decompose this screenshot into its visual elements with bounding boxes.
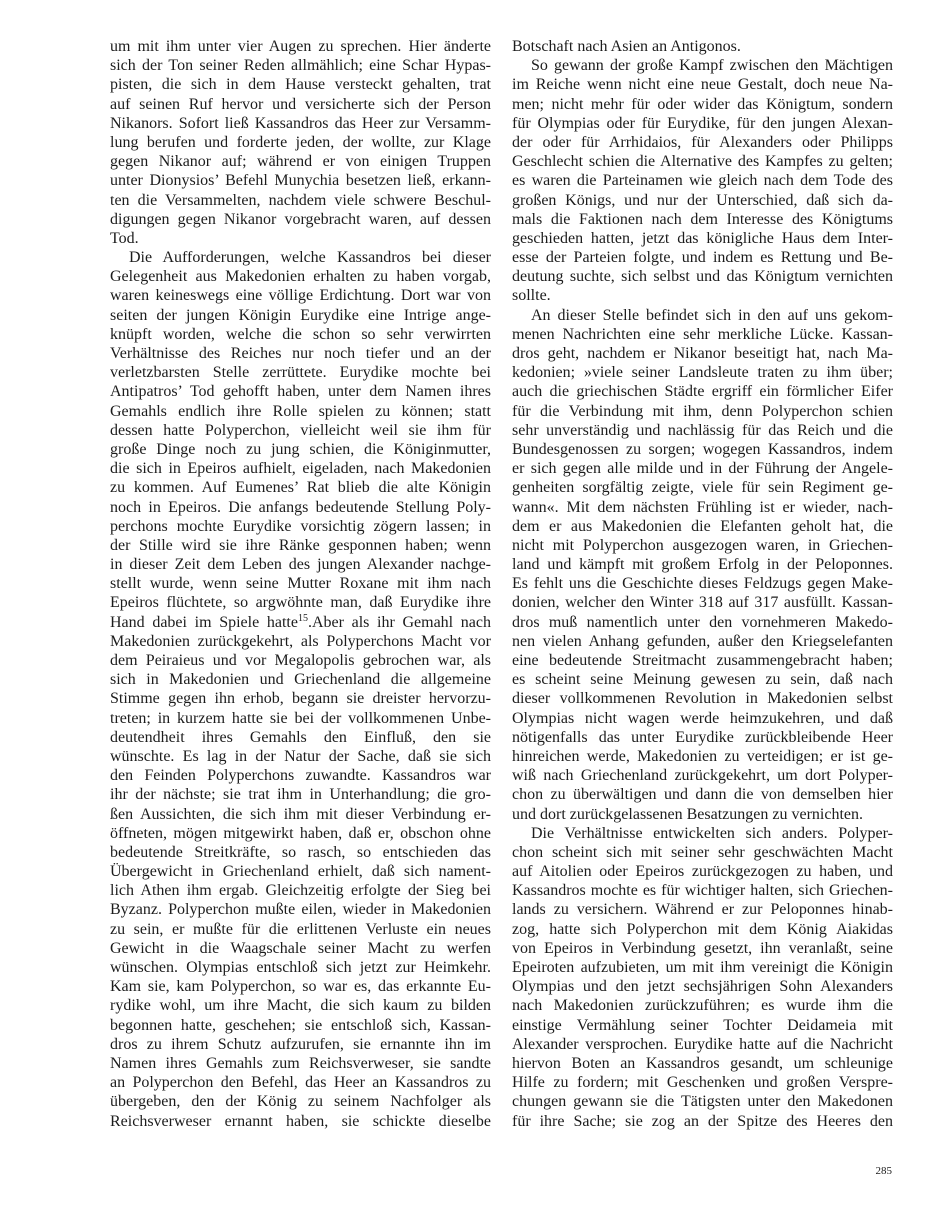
text-line: dros muß namentlich unter den vornehmeren Makedo- — [512, 613, 893, 631]
text-line: auf Aitolien oder Epeiros zurückgezogen zu haben, und — [512, 863, 893, 881]
paragraph — [512, 306, 893, 824]
text-line: ihr der nächste; sie trat ihm in Unterhandlung; die gro- — [110, 786, 491, 804]
text-line: verletzbarsten Stelle zerrüttete. Eurydike mochte bei — [110, 364, 491, 382]
page-number: 285 — [875, 1165, 892, 1177]
text-line: ten die Versammelten, nachdem viele schwere Beschul- — [110, 191, 491, 209]
text-line: Kassandros mochte es für wichtiger halten, sich Griechen- — [512, 882, 893, 900]
text-line: zog, hatte sich Polyperchon mit dem König Aiakidas — [512, 920, 893, 938]
text-line: Reichsverweser ernannt haben, sie schickte dieselbe — [110, 1112, 491, 1130]
text-line: die sich in Epeiros aufhielt, eigeladen, nach Makedonien — [110, 460, 491, 478]
text-line: nötigenfalls das unter Eurydike zurückbleibende Heer — [512, 728, 893, 746]
text-line: zu sein, er mußte für die erlittenen Verluste ein neues — [110, 920, 491, 938]
text-line: ßen Aussichten, die sich ihm mit dieser Verbindung er- — [110, 805, 491, 823]
text-line: Tod. — [110, 229, 139, 247]
text-line: noch in Epeiros. Die anfangs bedeutende Stellung Poly- — [110, 498, 491, 516]
text-line: öffneten, mögen mitgewirkt haben, daß er, obschon ohne — [110, 824, 491, 842]
left-column — [110, 37, 491, 1131]
text-line: und dort zurückgelassenen Besatzungen zu vernichten. — [512, 805, 863, 823]
line-text: Hand dabei im Spiele hatte — [110, 613, 298, 631]
footnote-reference: 15 — [297, 612, 308, 624]
text-line: im Reiche wenn nicht eine neue Gestalt, doch neue Na- — [512, 76, 893, 94]
text-line: dem er aus Makedonien die Elefanten geholt hat, die — [512, 517, 893, 535]
text-line: knüpft worden, welche die schon so sehr verwirrten — [110, 325, 491, 343]
text-line: hiervon Boten an Kassandros gesandt, um schleunige — [512, 1054, 893, 1072]
text-line: dros geht, nachdem er Nikanor beseitigt hat, nach Ma- — [512, 345, 893, 362]
text-line: digungen gegen Nikanor vorgebracht waren, auf dessen — [110, 210, 491, 228]
text-line: für ihre Sache; sie zog an der Spitze des Heeres den — [512, 1112, 893, 1130]
text-line: rydike wohl, um ihre Macht, die sich kaum zu bilden — [110, 997, 491, 1015]
text-line: Es fehlt uns die Geschichte dieses Feldzugs gegen Make- — [512, 575, 893, 593]
text-line: Übergewicht in Griechenland erhielt, daß sich nament- — [110, 863, 491, 881]
text-line: gegen Nikanor auf; während er von einigen Truppen — [110, 153, 491, 171]
text-line: es waren die Parteinamen wie gleich nach dem Tode des — [512, 172, 893, 190]
text-line: donien, welcher den Winter 318 auf 317 ausfüllt. Kassan- — [512, 594, 893, 612]
text-line: wünschte. Es lag in der Natur der Sache, daß sie sich — [110, 747, 491, 765]
text-line: Stimme gegen ihn erhob, begann sie dreister hervorzu- — [110, 690, 491, 708]
text-line: chungen gewann sie die Tätigsten unter den Makedonen — [512, 1093, 893, 1111]
text-line: esse der Parteien folgte, und indem es Rettung und Be- — [512, 249, 893, 267]
text-line: Die Verhältnisse entwickelten sich anders. Polyper- — [531, 824, 893, 842]
text-line: Olympias und den jetzt sechsjährigen Sohn Alexanders — [512, 978, 893, 996]
paragraph — [512, 56, 893, 305]
text-line: große Dinge noch zu jung schien, die Königinmutter, — [110, 440, 491, 458]
text-line: Botschaft nach Asien an Antigonos. — [512, 38, 741, 55]
text-line — [110, 613, 491, 632]
text-line: treten; in kurzem hatte sie bei der vollkommenen Unbe- — [110, 709, 491, 727]
text-line: Hilfe zu fordern; mit Geschenken und großen Verspre- — [512, 1074, 893, 1092]
text-line: für die Verbindung mit ihm, denn Polyperchon schien — [512, 402, 893, 420]
text-line: lung berufen und forderte jeden, der wollte, zur Klage — [110, 133, 491, 151]
text-line: An dieser Stelle befindet sich in den auf uns gekom- — [531, 306, 893, 324]
text-line: lands zu versichern. Während er zur Peloponnes hinab- — [512, 901, 893, 919]
text-line: eine bedeutende Streitmacht zusammengebracht haben; — [512, 652, 893, 669]
text-line: auf seinen Ruf hervor und versicherte sich der Person — [110, 95, 491, 113]
text-line: Antipatros’ Tod gehofft haben, unter dem Namen ihres — [110, 383, 491, 401]
text-line: dem Peiraieus und vor Megalopolis gebrochen war, als — [110, 652, 491, 669]
line-text: .Aber als ihr Gemahl nach — [307, 613, 491, 631]
text-line: dieser vollkommenen Revolution in Makedonien selbst — [512, 690, 893, 708]
text-line: Olympias nicht wagen werde heimzukehren, und daß — [512, 709, 893, 727]
text-line: pisten, die sich in dem Hause versteckt gehalten, trat — [110, 76, 491, 94]
text-line: sehr unverständig und nachlässig für das Reich und die — [512, 421, 893, 439]
text-line: Die Aufforderungen, welche Kassandros bei dieser — [129, 249, 491, 267]
text-line: auch die griechischen Städte ergriff ein förmlicher Eifer — [512, 383, 893, 401]
text-line: begonnen hatte, geschehen; sie entschloß sich, Kassan- — [110, 1016, 491, 1034]
text-line: Kam sie, kam Polyperchon, so war es, das erkannte Eu- — [110, 978, 491, 996]
text-line: deutendheit ihres Gemahls den Einfluß, den sie — [110, 728, 491, 746]
text-line: sollte. — [512, 287, 551, 305]
paragraph — [110, 248, 491, 1131]
text-line: nach Makedonien zurückzuführen; es wurde ihm die — [512, 997, 893, 1015]
text-line: dros zu ihrem Schutz aufzurufen, sie ernannte ihn im — [110, 1035, 491, 1053]
text-line: mals die Faktionen nach dem Interesse des Königtums — [512, 210, 893, 228]
text-line: wann«. Mit dem nächsten Frühling ist er wieder, nach- — [512, 498, 893, 516]
text-line: Nikanors. Sofort ließ Kassandros das Heer zur Versamm- — [110, 114, 491, 132]
text-line: men; nicht mehr für oder wider das Königtum, sondern — [512, 95, 893, 113]
text-line: genheiten sorgfältig zeigte, viele für sein Regiment ge- — [512, 479, 893, 497]
text-line: geschieden hatten, jetzt das königliche Haus dem Inter- — [512, 229, 893, 247]
text-line: von Epeiros in Verbindung gesetzt, ihn veranlaßt, seine — [512, 939, 893, 957]
text-line: Epeiros flüchtete, so argwöhnte man, daß Eurydike ihre — [110, 594, 491, 612]
text-line: der Stille wird sie ihre Ränke gesponnen haben; wenn — [110, 536, 491, 554]
text-line: Gemahls endlich ihre Rolle spielen zu können; statt — [110, 402, 491, 420]
text-line: einstige Vermählung seiner Tochter Deidameia mit — [512, 1016, 893, 1034]
text-line: den Feinden Polyperchons zuwandte. Kassandros war — [110, 767, 491, 785]
text-line: So gewann der große Kampf zwischen den Mächtigen — [531, 57, 893, 75]
text-line: großen Königs, und nur der Unterschied, daß sich da- — [512, 191, 893, 209]
text-line: unter Dionysios’ Befehl Munychia besetzen ließ, erkann- — [110, 172, 491, 190]
text-line: sich der Ton seiner Reden allmählich; eine Schar Hypas- — [110, 57, 491, 75]
text-line: nen vielen Anhang gefunden, außer den Kriegselefanten — [512, 632, 893, 650]
text-line: Namen ihres Gemahls zum Reichsverweser, sie sandte — [110, 1054, 491, 1072]
text-line: dessen hatte Polyperchon, vielleicht weil sie ihm für — [110, 421, 491, 439]
text-line: übergeben, den der König zu seinem Nachfolger als — [110, 1093, 491, 1111]
text-line: wiß nach Griechenland zurückgekehrt, um dort Polyper- — [512, 767, 893, 785]
text-line: Makedonien zurückgekehrt, als Polyperchons Macht vor — [110, 632, 491, 650]
text-line: der oder für Arrhidaios, für Alexanders oder Philipps — [512, 133, 893, 151]
paragraph — [110, 37, 491, 248]
text-line: Byzanz. Polyperchon mußte eilen, wieder in Makedonien — [110, 901, 491, 919]
text-line: Bundesgenossen zu sorgen; wogegen Kassandros, indem — [512, 440, 893, 458]
text-line: Geschlecht schien die Alternative des Kampfes zu gelten; — [512, 153, 893, 171]
right-column — [512, 37, 893, 1131]
text-line: chon scheint sich mit seiner sehr geschwächten Macht — [512, 843, 893, 861]
text-line: bedeutende Streitkräfte, so rasch, so entschieden das — [110, 843, 491, 861]
text-line: Verhältnisse des Reiches nur noch tiefer und an der — [110, 345, 491, 362]
text-line: nicht mit Polyperchon ausgezogen waren, in Griechen- — [512, 536, 893, 554]
text-line: in dieser Zeit dem Leben des jungen Alexander nachge- — [110, 556, 491, 574]
text-line: es scheint seine Meinung gewesen zu sein, daß nach — [512, 671, 893, 689]
text-line: stellt wurde, wenn seine Mutter Roxane mit ihm nach — [110, 575, 491, 593]
text-line: sich in Makedonien und Griechenland die allgemeine — [110, 671, 491, 689]
text-line: chon zu überwältigen und dann die von demselben hier — [512, 786, 893, 804]
text-line: lich Athen ihm ergab. Gleichzeitig erfolgte der Sieg bei — [110, 882, 491, 900]
text-line: deutung suchte, sich selbst und das Königtum vernichten — [512, 268, 893, 286]
text-line: land und kämpft mit großem Erfolg in der Peloponnes. — [512, 556, 893, 574]
paragraph — [512, 824, 893, 1131]
text-line: Gewicht in die Waagschale seiner Macht zu werfen — [110, 939, 491, 957]
text-line: menen Nachrichten eine sehr merkliche Lücke. Kassan- — [512, 325, 893, 343]
text-line: Alexander versprochen. Eurydike hatte auf die Nachricht — [512, 1035, 893, 1053]
text-line: wünschen. Olympias entschloß sich jetzt zur Heimkehr. — [110, 959, 491, 976]
text-line: er sich gegen alle milde und in der Führung der Angele- — [512, 460, 893, 478]
text-line: Epeiroten aufzubieten, um mit ihm vereinigt die Königin — [512, 959, 893, 976]
text-line: kedonien; »viele seiner Landsleute traten zu ihm über; — [512, 364, 893, 382]
text-line: zu kommen. Auf Eumenes’ Rat blieb die alte Königin — [110, 479, 491, 497]
text-line: Gelegenheit aus Makedonien erhalten zu haben vorgab, — [110, 268, 491, 286]
text-line: waren keineswegs eine völlige Erdichtung. Dort war von — [110, 287, 491, 305]
text-line: an Polyperchon den Befehl, das Heer an Kassandros zu — [110, 1074, 491, 1092]
text-line: seiten der jungen Königin Eurydike eine Intrige ange- — [110, 306, 491, 324]
text-line: perchons mochte Eurydike vorsichtig zögern lassen; in — [110, 517, 491, 535]
text-line: hinreichen werde, Makedonien zu verteidigen; er ist ge- — [512, 747, 893, 765]
text-line: für Olympias oder für Eurydike, für den jungen Alexan- — [512, 114, 893, 132]
paragraph — [512, 37, 893, 56]
text-line: um mit ihm unter vier Augen zu sprechen. Hier änderte — [110, 38, 491, 55]
